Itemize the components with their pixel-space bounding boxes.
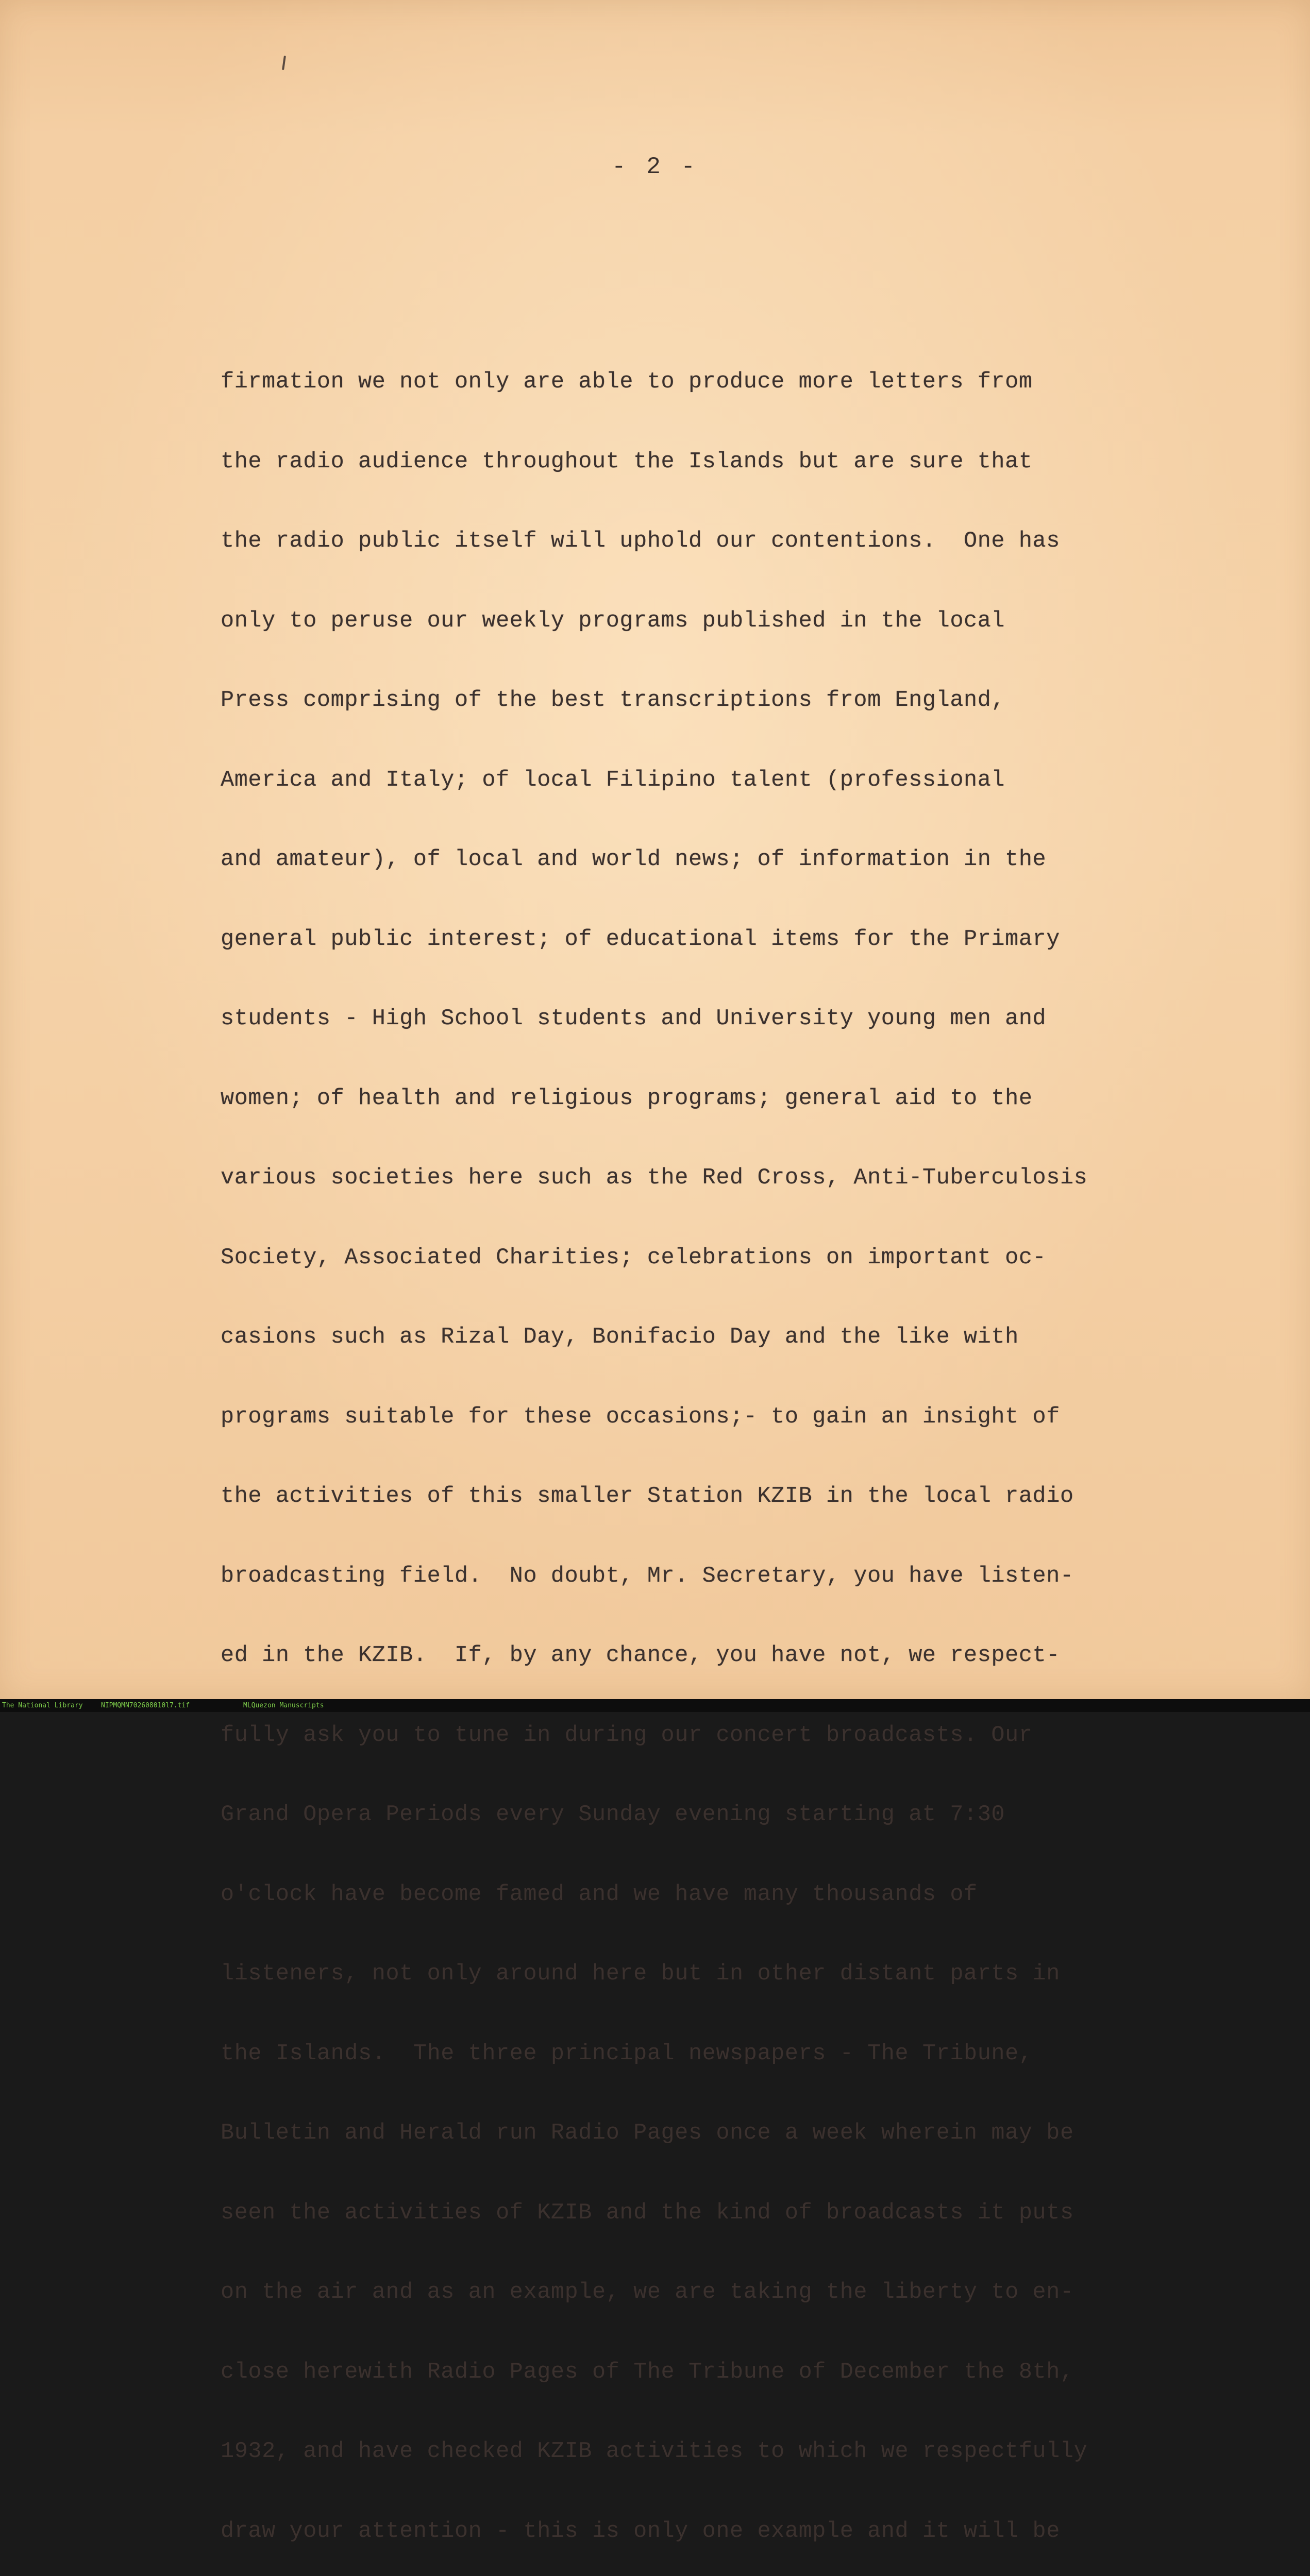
text-line: the radio public itself will uphold our contentions. One has: [221, 529, 1060, 554]
text-line: on the air and as an example, we are taking the liberty to en-: [221, 2280, 1074, 2305]
text-line: firmation we not only are able to produce more letters from: [221, 369, 1033, 395]
text-line: Press comprising of the best transcriptions from England,: [221, 688, 1005, 713]
text-line: the radio audience throughout the Islands but are sure that: [221, 449, 1033, 474]
footer-library: The National Library: [2, 1702, 83, 1709]
paragraph-1: [221, 316, 1231, 2576]
ink-mark: [282, 56, 286, 70]
text-line: o'clock have become famed and we have many thousands of: [221, 1882, 978, 1907]
text-line: programs suitable for these occasions;- to gain an insight of: [221, 1404, 1060, 1430]
footer-collection: MLQuezon Manuscripts: [243, 1702, 324, 1709]
text-line: the activities of this smaller Station KZIB in the local radio: [221, 1484, 1074, 1509]
text-line: various societies here such as the Red Cross, Anti-Tuberculosis: [221, 1165, 1088, 1191]
page-number: - 2 -: [611, 154, 699, 180]
text-line: Grand Opera Periods every Sunday evening starting at 7:30: [221, 1802, 1005, 1827]
text-line: ed in the KZIB. If, by any chance, you have not, we respect-: [221, 1643, 1060, 1668]
text-line: the Islands. The three principal newspapers - The Tribune,: [221, 2041, 1033, 2066]
text-line: Bulletin and Herald run Radio Pages once a week wherein may be: [221, 2121, 1074, 2146]
scan-footer: [0, 1699, 1310, 1712]
text-line: 1932, and have checked KZIB activities to which we respectfully: [221, 2439, 1088, 2464]
text-line: broadcasting field. No doubt, Mr. Secretary, you have listen-: [221, 1563, 1074, 1589]
text-line: listeners, not only around here but in other distant parts in: [221, 1961, 1060, 1987]
text-line: America and Italy; of local Filipino talent (professional: [221, 767, 1005, 793]
text-line: Society, Associated Charities; celebrations on important oc-: [221, 1245, 1047, 1270]
letter-body: [221, 263, 1231, 2576]
text-line: only to peruse our weekly programs published in the local: [221, 608, 1005, 634]
text-line: close herewith Radio Pages of The Tribune of December the 8th,: [221, 2359, 1074, 2385]
text-line: casions such as Rizal Day, Bonifacio Day and the like with: [221, 1325, 1019, 1350]
text-line: and amateur), of local and world news; of information in the: [221, 847, 1047, 872]
text-line: women; of health and religious programs; general aid to the: [221, 1086, 1033, 1111]
text-line: students - High School students and University young men and: [221, 1006, 1047, 1031]
text-line: general public interest; of educational items for the Primary: [221, 926, 1060, 952]
text-line: fully ask you to tune in during our concert broadcasts. Our: [221, 1722, 1033, 1748]
footer-file: NIPMQMN702608010l7.tif: [101, 1702, 190, 1709]
text-line: seen the activities of KZIB and the kind of broadcasts it puts: [221, 2200, 1074, 2226]
text-line: draw your attention - this is only one example and it will be: [221, 2518, 1060, 2544]
